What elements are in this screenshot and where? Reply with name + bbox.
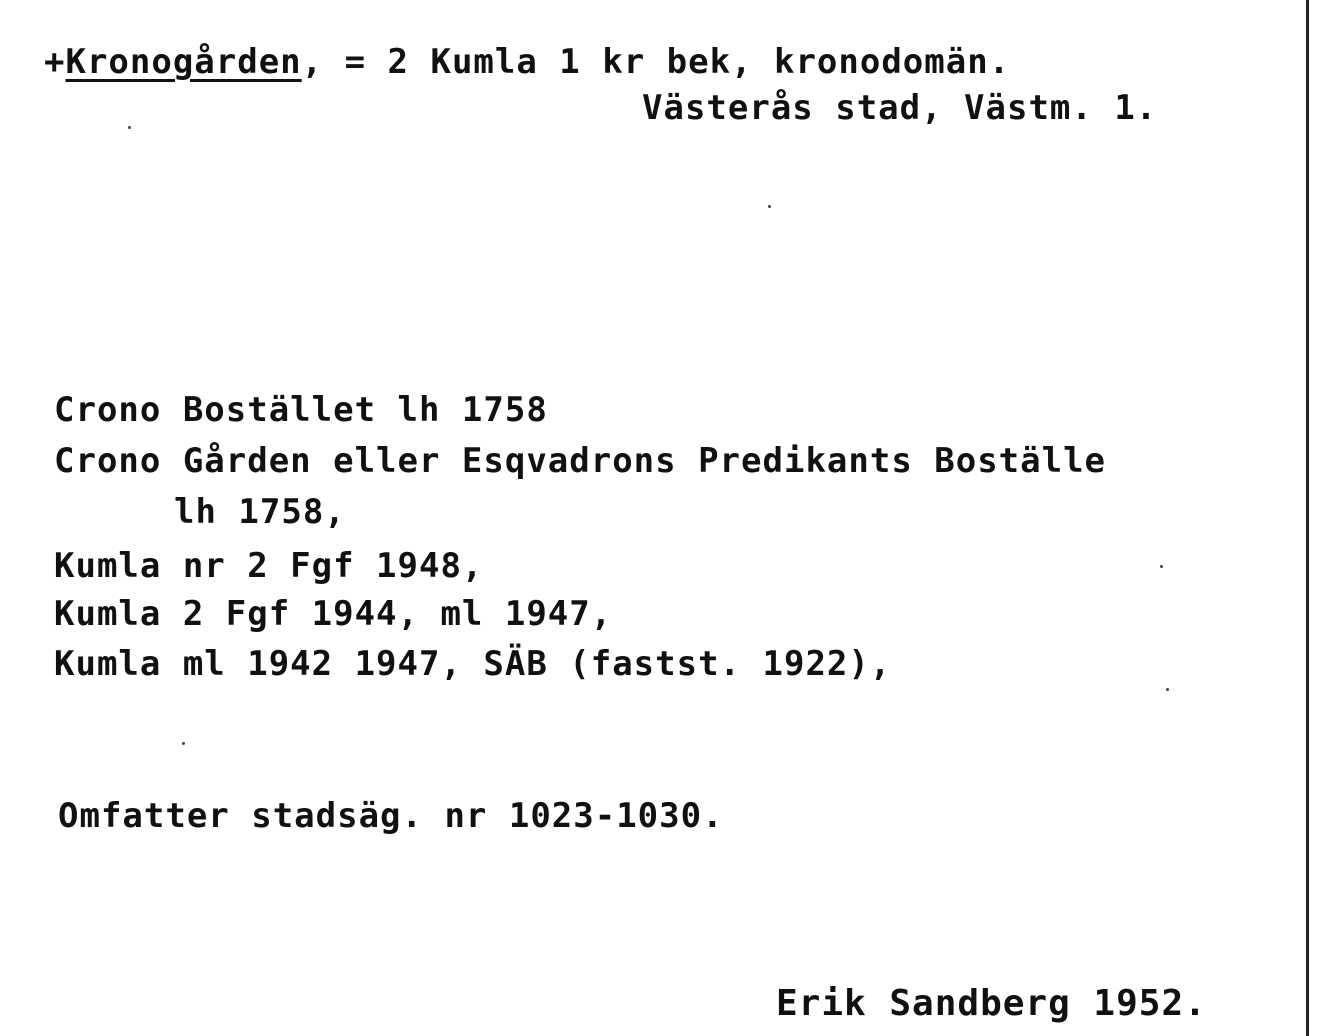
history-line: Crono Bostället lh 1758 [54,390,548,430]
card-edge-line [1306,0,1309,1036]
title-row [44,42,1010,82]
history-line: lh 1758, [174,492,346,532]
history-line: Kumla 2 Fgf 1944, ml 1947, [54,594,613,634]
ink-speck [182,742,185,745]
history-line: Kumla ml 1942 1947, SÄB (fastst. 1922), [54,644,892,684]
ink-speck [1166,688,1169,691]
place-name: Kronogården [65,42,302,82]
history-line: Kumla nr 2 Fgf 1948, [54,546,484,586]
signature: Erik Sandberg 1952. [776,983,1207,1024]
history-line: Crono Gården eller Esqvadrons Predikants Boställe [54,441,1107,481]
ink-speck [768,205,771,208]
ink-speck [128,126,131,129]
location-line: Västerås stad, Västm. 1. [642,88,1158,128]
cross-marker: + [44,42,66,82]
scope-line: Omfatter stadsäg. nr 1023-1030. [58,796,724,836]
place-description: , = 2 Kumla 1 kr bek, kronodomän. [301,42,1011,82]
ink-speck [1160,565,1163,568]
